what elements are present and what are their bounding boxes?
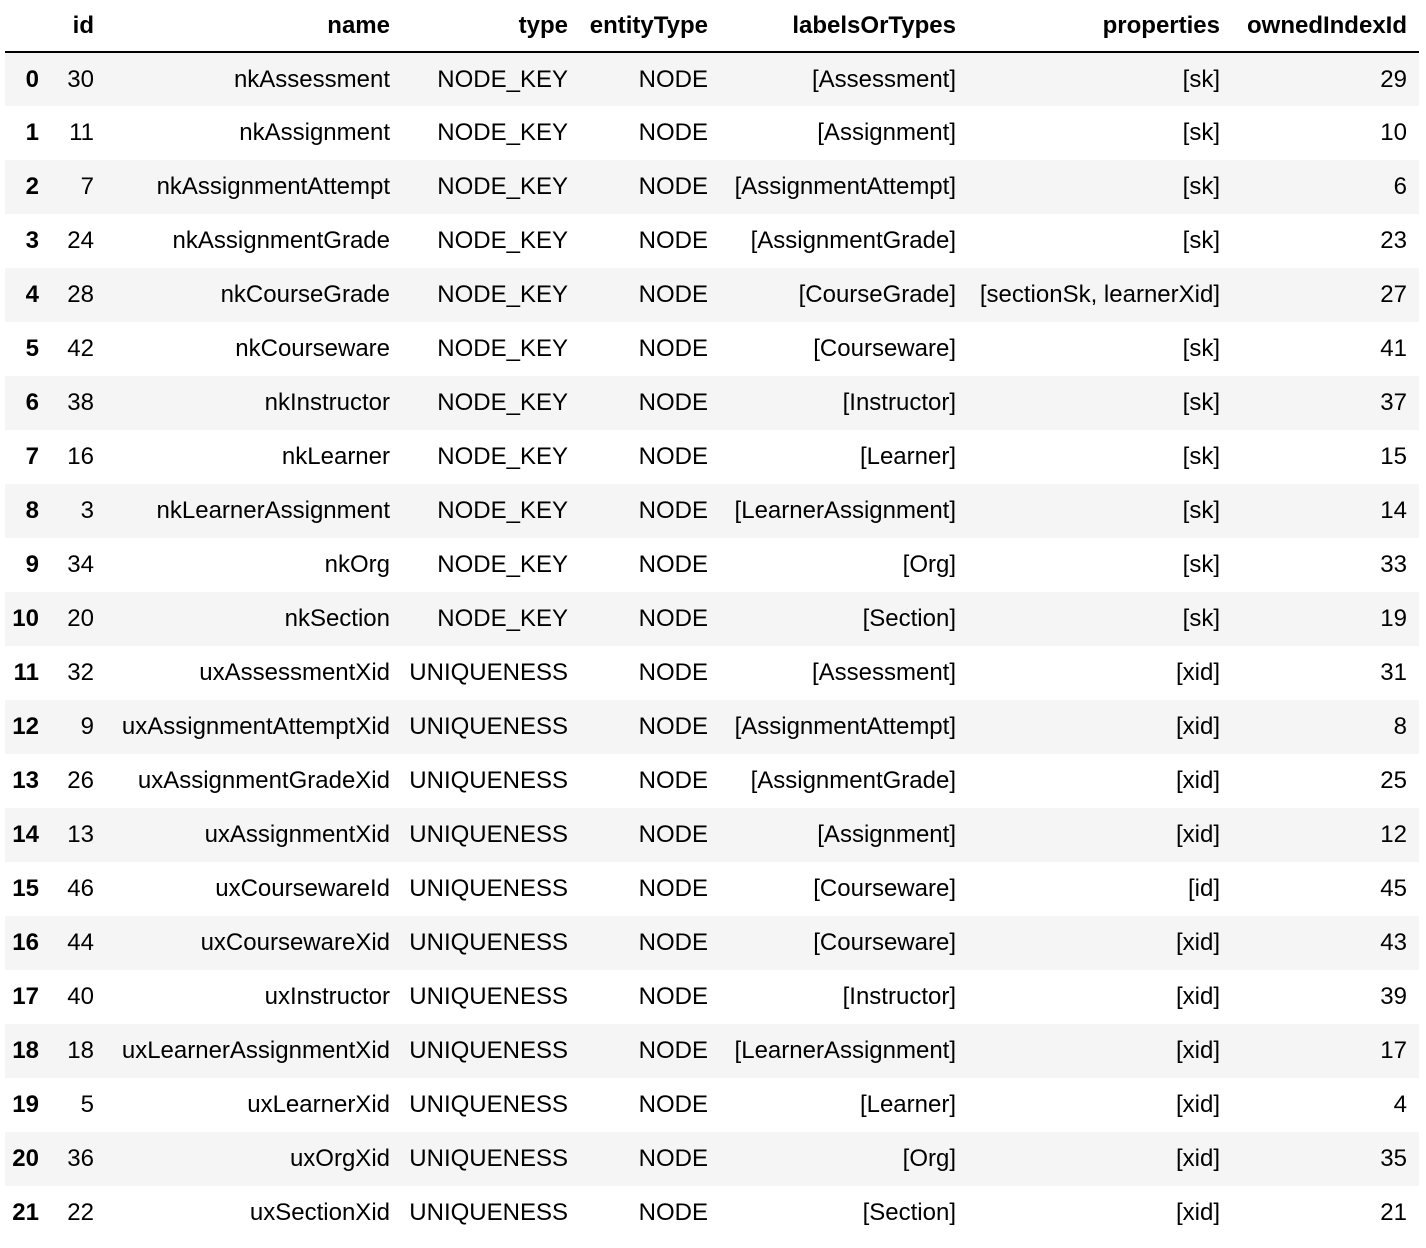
cell-entity-type: NODE <box>638 1199 708 1226</box>
table-row <box>5 1186 1419 1240</box>
cell-owned-index-id: 17 <box>1380 1037 1407 1064</box>
cell-id: 46 <box>67 875 94 902</box>
cell-type: NODE_KEY <box>437 443 568 470</box>
cell-name: nkSection <box>284 605 390 632</box>
cell-entity-type: NODE <box>638 119 708 146</box>
cell-type: NODE_KEY <box>437 281 568 308</box>
cell-properties: [xid] <box>1175 767 1220 794</box>
cell-owned-index-id: 45 <box>1380 875 1407 902</box>
cell-name: uxAssessmentXid <box>199 659 390 686</box>
cell-type: UNIQUENESS <box>409 821 568 848</box>
cell-id: 11 <box>69 119 94 146</box>
cell-type: NODE_KEY <box>437 227 568 254</box>
cell-labels-or-types: [Learner] <box>859 443 956 470</box>
cell-labels-or-types: [AssignmentAttempt] <box>734 173 956 200</box>
cell-labels-or-types: [Assignment] <box>817 119 956 146</box>
cell-properties: [id] <box>1187 875 1220 902</box>
row-index: 2 <box>25 173 39 200</box>
cell-owned-index-id: 12 <box>1380 821 1407 848</box>
cell-name: nkCourseware <box>235 335 390 362</box>
column-header-properties: properties <box>968 0 1232 52</box>
table-row <box>5 592 1419 646</box>
cell-properties: [xid] <box>1175 1199 1220 1226</box>
cell-id: 9 <box>80 713 94 740</box>
cell-name: uxOrgXid <box>289 1145 390 1172</box>
cell-entity-type: NODE <box>638 1037 708 1064</box>
cell-name: uxCoursewareXid <box>200 929 390 956</box>
cell-name: uxSectionXid <box>249 1199 390 1226</box>
cell-name: nkAssignmentGrade <box>172 227 390 254</box>
cell-labels-or-types: [Instructor] <box>842 983 956 1010</box>
cell-id: 32 <box>67 659 94 686</box>
cell-owned-index-id: 21 <box>1380 1199 1407 1226</box>
cell-properties: [xid] <box>1175 1037 1220 1064</box>
cell-id: 44 <box>67 929 94 956</box>
cell-entity-type: NODE <box>638 1145 708 1172</box>
table-row <box>5 1078 1419 1132</box>
cell-type: UNIQUENESS <box>409 1145 568 1172</box>
cell-id: 7 <box>80 173 94 200</box>
cell-labels-or-types: [Instructor] <box>842 389 956 416</box>
cell-name: nkAssignmentAttempt <box>156 173 390 200</box>
cell-labels-or-types: [AssignmentAttempt] <box>734 713 956 740</box>
row-index: 6 <box>25 389 39 416</box>
cell-name: nkOrg <box>324 551 390 578</box>
column-header-id: id <box>51 0 106 52</box>
column-header-owned-index-id: ownedIndexId <box>1232 0 1419 52</box>
cell-owned-index-id: 19 <box>1380 605 1407 632</box>
row-index: 17 <box>12 983 39 1010</box>
cell-entity-type: NODE <box>638 227 708 254</box>
cell-labels-or-types: [Assessment] <box>811 659 956 686</box>
cell-properties: [xid] <box>1175 713 1220 740</box>
cell-id: 16 <box>67 443 94 470</box>
cell-properties: [sk] <box>1182 497 1220 524</box>
table-row <box>5 1024 1419 1078</box>
column-header-type: type <box>402 0 580 52</box>
cell-properties: [xid] <box>1175 983 1220 1010</box>
cell-owned-index-id: 6 <box>1393 173 1407 200</box>
cell-name: uxAssignmentAttemptXid <box>121 713 390 740</box>
row-index: 0 <box>25 65 39 93</box>
cell-labels-or-types: [Section] <box>862 605 956 632</box>
cell-id: 36 <box>67 1145 94 1172</box>
cell-properties: [xid] <box>1175 821 1220 848</box>
row-index: 9 <box>25 551 39 578</box>
cell-type: NODE_KEY <box>437 335 568 362</box>
cell-properties: [sk] <box>1182 443 1220 470</box>
row-index: 10 <box>12 605 39 632</box>
cell-name: nkInstructor <box>264 389 390 416</box>
cell-labels-or-types: [Org] <box>902 1145 956 1172</box>
cell-id: 22 <box>67 1199 94 1226</box>
cell-labels-or-types: [LearnerAssignment] <box>734 497 956 524</box>
cell-type: NODE_KEY <box>437 173 568 200</box>
cell-name: nkLearnerAssignment <box>156 497 390 524</box>
table-row <box>5 1132 1419 1186</box>
cell-entity-type: NODE <box>638 551 708 578</box>
cell-type: UNIQUENESS <box>409 983 568 1010</box>
cell-owned-index-id: 10 <box>1380 119 1407 146</box>
cell-properties: [xid] <box>1175 929 1220 956</box>
row-index: 15 <box>12 875 39 902</box>
cell-owned-index-id: 14 <box>1380 497 1407 524</box>
cell-type: NODE_KEY <box>437 497 568 524</box>
cell-name: nkCourseGrade <box>220 281 390 308</box>
table-row <box>5 862 1419 916</box>
table-row <box>5 106 1419 160</box>
table-row <box>5 700 1419 754</box>
column-header-labels-or-types: labelsOrTypes <box>720 0 968 52</box>
index-column-header <box>5 0 51 52</box>
cell-name: nkAssessment <box>233 65 390 93</box>
table-row <box>5 754 1419 808</box>
row-index: 12 <box>12 713 39 740</box>
cell-type: UNIQUENESS <box>409 1199 568 1226</box>
cell-entity-type: NODE <box>638 65 708 93</box>
cell-properties: [sk] <box>1182 335 1220 362</box>
row-index: 19 <box>12 1091 39 1118</box>
cell-name: uxInstructor <box>264 983 390 1010</box>
cell-labels-or-types: [AssignmentGrade] <box>750 227 956 254</box>
cell-entity-type: NODE <box>638 443 708 470</box>
row-index: 13 <box>12 767 39 794</box>
dataframe-table <box>5 0 1419 1240</box>
table-row <box>5 538 1419 592</box>
cell-owned-index-id: 15 <box>1380 443 1407 470</box>
cell-id: 24 <box>67 227 94 254</box>
row-index: 16 <box>12 929 39 956</box>
table-row <box>5 52 1419 106</box>
cell-type: NODE_KEY <box>437 389 568 416</box>
row-index: 4 <box>25 281 39 308</box>
row-index: 1 <box>25 119 39 146</box>
table-row <box>5 322 1419 376</box>
row-index: 11 <box>13 659 39 686</box>
cell-owned-index-id: 8 <box>1393 713 1407 740</box>
cell-owned-index-id: 29 <box>1380 65 1407 93</box>
cell-id: 28 <box>67 281 94 308</box>
cell-owned-index-id: 35 <box>1380 1145 1407 1172</box>
row-index: 5 <box>25 335 39 362</box>
cell-entity-type: NODE <box>638 713 708 740</box>
table-row <box>5 214 1419 268</box>
cell-owned-index-id: 41 <box>1380 335 1407 362</box>
cell-name: nkAssignment <box>239 119 390 146</box>
cell-type: UNIQUENESS <box>409 767 568 794</box>
cell-properties: [xid] <box>1175 1145 1220 1172</box>
cell-labels-or-types: [Courseware] <box>813 335 956 362</box>
row-index: 14 <box>12 821 39 848</box>
cell-type: UNIQUENESS <box>409 875 568 902</box>
cell-id: 30 <box>67 65 94 93</box>
table-row <box>5 808 1419 862</box>
cell-properties: [xid] <box>1175 1091 1220 1118</box>
cell-type: UNIQUENESS <box>409 713 568 740</box>
cell-entity-type: NODE <box>638 1091 708 1118</box>
cell-labels-or-types: [Courseware] <box>813 875 956 902</box>
cell-properties: [sk] <box>1182 173 1220 200</box>
table-body <box>5 52 1419 1240</box>
cell-labels-or-types: [Org] <box>902 551 956 578</box>
column-header-name: name <box>106 0 402 52</box>
cell-id: 34 <box>67 551 94 578</box>
cell-type: UNIQUENESS <box>409 1037 568 1064</box>
cell-labels-or-types: [Courseware] <box>813 929 956 956</box>
row-index: 21 <box>12 1199 39 1226</box>
cell-properties: [sk] <box>1182 389 1220 416</box>
cell-name: uxCoursewareId <box>215 875 390 902</box>
row-index: 8 <box>25 497 39 524</box>
cell-type: NODE_KEY <box>437 605 568 632</box>
cell-owned-index-id: 25 <box>1380 767 1407 794</box>
cell-entity-type: NODE <box>638 983 708 1010</box>
cell-entity-type: NODE <box>638 281 708 308</box>
cell-owned-index-id: 43 <box>1380 929 1407 956</box>
cell-type: NODE_KEY <box>437 551 568 578</box>
cell-labels-or-types: [CourseGrade] <box>798 281 956 308</box>
cell-properties: [sectionSk, learnerXid] <box>979 281 1220 308</box>
row-index: 7 <box>25 443 39 470</box>
row-index: 18 <box>12 1037 39 1064</box>
table-header <box>5 0 1419 52</box>
cell-owned-index-id: 27 <box>1380 281 1407 308</box>
cell-type: NODE_KEY <box>437 119 568 146</box>
cell-labels-or-types: [Section] <box>862 1199 956 1226</box>
cell-entity-type: NODE <box>638 389 708 416</box>
cell-name: uxLearnerXid <box>247 1091 390 1118</box>
cell-id: 20 <box>67 605 94 632</box>
cell-entity-type: NODE <box>638 497 708 524</box>
table-row <box>5 268 1419 322</box>
cell-id: 18 <box>67 1037 94 1064</box>
cell-id: 5 <box>80 1091 94 1118</box>
cell-name: uxAssignmentGradeXid <box>137 767 390 794</box>
row-index: 3 <box>25 227 39 254</box>
row-index: 20 <box>12 1145 39 1172</box>
cell-owned-index-id: 23 <box>1380 227 1407 254</box>
table-row <box>5 484 1419 538</box>
table-row <box>5 916 1419 970</box>
table-row <box>5 430 1419 484</box>
table-row <box>5 160 1419 214</box>
header-row <box>5 0 1419 52</box>
cell-properties: [sk] <box>1182 227 1220 254</box>
cell-entity-type: NODE <box>638 605 708 632</box>
cell-owned-index-id: 4 <box>1393 1091 1407 1118</box>
cell-owned-index-id: 33 <box>1380 551 1407 578</box>
cell-entity-type: NODE <box>638 173 708 200</box>
cell-properties: [sk] <box>1182 119 1220 146</box>
cell-owned-index-id: 39 <box>1380 983 1407 1010</box>
cell-labels-or-types: [Assessment] <box>811 65 956 93</box>
cell-name: uxAssignmentXid <box>204 821 390 848</box>
cell-name: nkLearner <box>281 443 390 470</box>
cell-owned-index-id: 37 <box>1380 389 1407 416</box>
cell-entity-type: NODE <box>638 659 708 686</box>
column-header-entity-type: entityType <box>580 0 720 52</box>
cell-entity-type: NODE <box>638 821 708 848</box>
cell-id: 26 <box>67 767 94 794</box>
cell-id: 3 <box>80 497 94 524</box>
cell-labels-or-types: [AssignmentGrade] <box>750 767 956 794</box>
cell-type: UNIQUENESS <box>409 659 568 686</box>
cell-properties: [sk] <box>1182 605 1220 632</box>
cell-id: 40 <box>67 983 94 1010</box>
cell-owned-index-id: 31 <box>1380 659 1407 686</box>
cell-labels-or-types: [LearnerAssignment] <box>734 1037 956 1064</box>
cell-type: UNIQUENESS <box>409 929 568 956</box>
cell-properties: [sk] <box>1182 65 1220 93</box>
cell-labels-or-types: [Learner] <box>859 1091 956 1118</box>
cell-id: 13 <box>67 821 94 848</box>
cell-id: 42 <box>67 335 94 362</box>
cell-type: NODE_KEY <box>437 65 568 93</box>
cell-properties: [sk] <box>1182 551 1220 578</box>
table-row <box>5 970 1419 1024</box>
cell-properties: [xid] <box>1175 659 1220 686</box>
cell-id: 38 <box>67 389 94 416</box>
cell-entity-type: NODE <box>638 335 708 362</box>
cell-name: uxLearnerAssignmentXid <box>121 1037 390 1064</box>
table-row <box>5 646 1419 700</box>
table-row <box>5 376 1419 430</box>
dataframe-output <box>5 0 1419 1240</box>
cell-labels-or-types: [Assignment] <box>817 821 956 848</box>
cell-entity-type: NODE <box>638 875 708 902</box>
cell-entity-type: NODE <box>638 767 708 794</box>
cell-type: UNIQUENESS <box>409 1091 568 1118</box>
cell-entity-type: NODE <box>638 929 708 956</box>
